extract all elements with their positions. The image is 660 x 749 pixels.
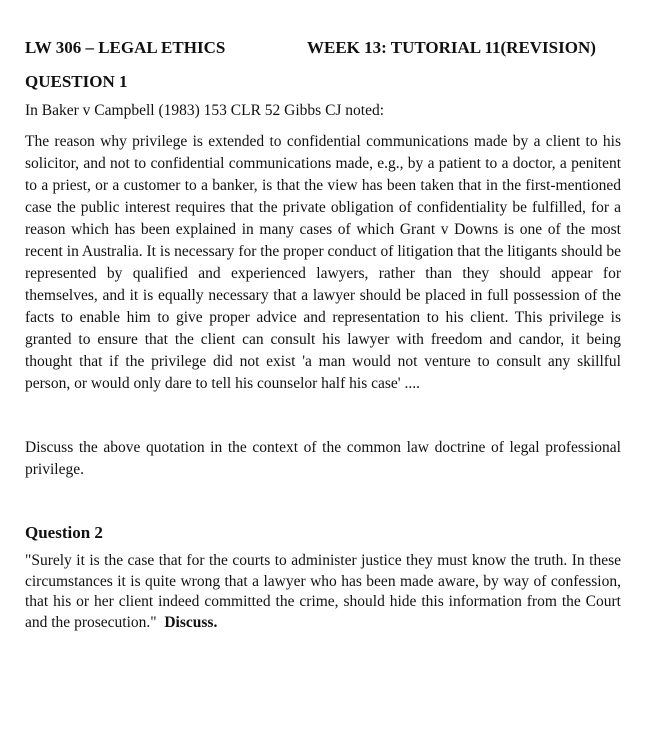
question-2-task: Discuss.: [164, 613, 218, 631]
question-1-intro: In Baker v Campbell (1983) 153 CLR 52 Gibbs CJ noted:: [25, 102, 385, 119]
document-header: [25, 38, 621, 62]
document-page: [25, 38, 621, 633]
question-2-text: "Surely it is the case that for the courts to administer justice they must know the truth. In these circumstances it is quite wrong that a lawyer who has been made aware, by way of confession, that his or her client indeed committed the crime, should hide this information from the Court and the prosecution.": [25, 552, 621, 631]
week-title: WEEK 13: TUTORIAL 11(REVISION): [307, 38, 596, 57]
course-title: LW 306 – LEGAL ETHICS: [25, 38, 226, 57]
question-1-task: Discuss the above quotation in the context of the common law doctrine of legal professional privilege.: [25, 439, 621, 478]
question-2-body: [25, 551, 621, 633]
question-1-quote: The reason why privilege is extended to confidential communications made by a client to his solicitor, and not to confidential communications made, e.g., by a patient to a doctor, a penitent to a priest, or a customer to a banker, is that the view has been taken that in the first-mentioned case the public interest requires that the private obligation of confidentiality be fulfilled, for a reason which has been explained in many cases of which Grant v Downs is one of the most recent in Australia. It is necessary for the proper conduct of litigation that the litigants should be represented by qualified and experienced lawyers, rather than they should appear for themselves, and it is equally necessary that a lawyer should be placed in full possession of the facts to enable him to give proper advice and representation to his client. This privilege is granted to ensure that the client can consult his lawyer with freedom and candor, it being thought that if the privilege did not exist 'a man would not venture to consult any skillful person, or would only dare to tell his counselor half his case' ....: [25, 133, 621, 392]
question-1-heading: QUESTION 1: [25, 72, 128, 91]
question-2-heading: Question 2: [25, 523, 103, 542]
